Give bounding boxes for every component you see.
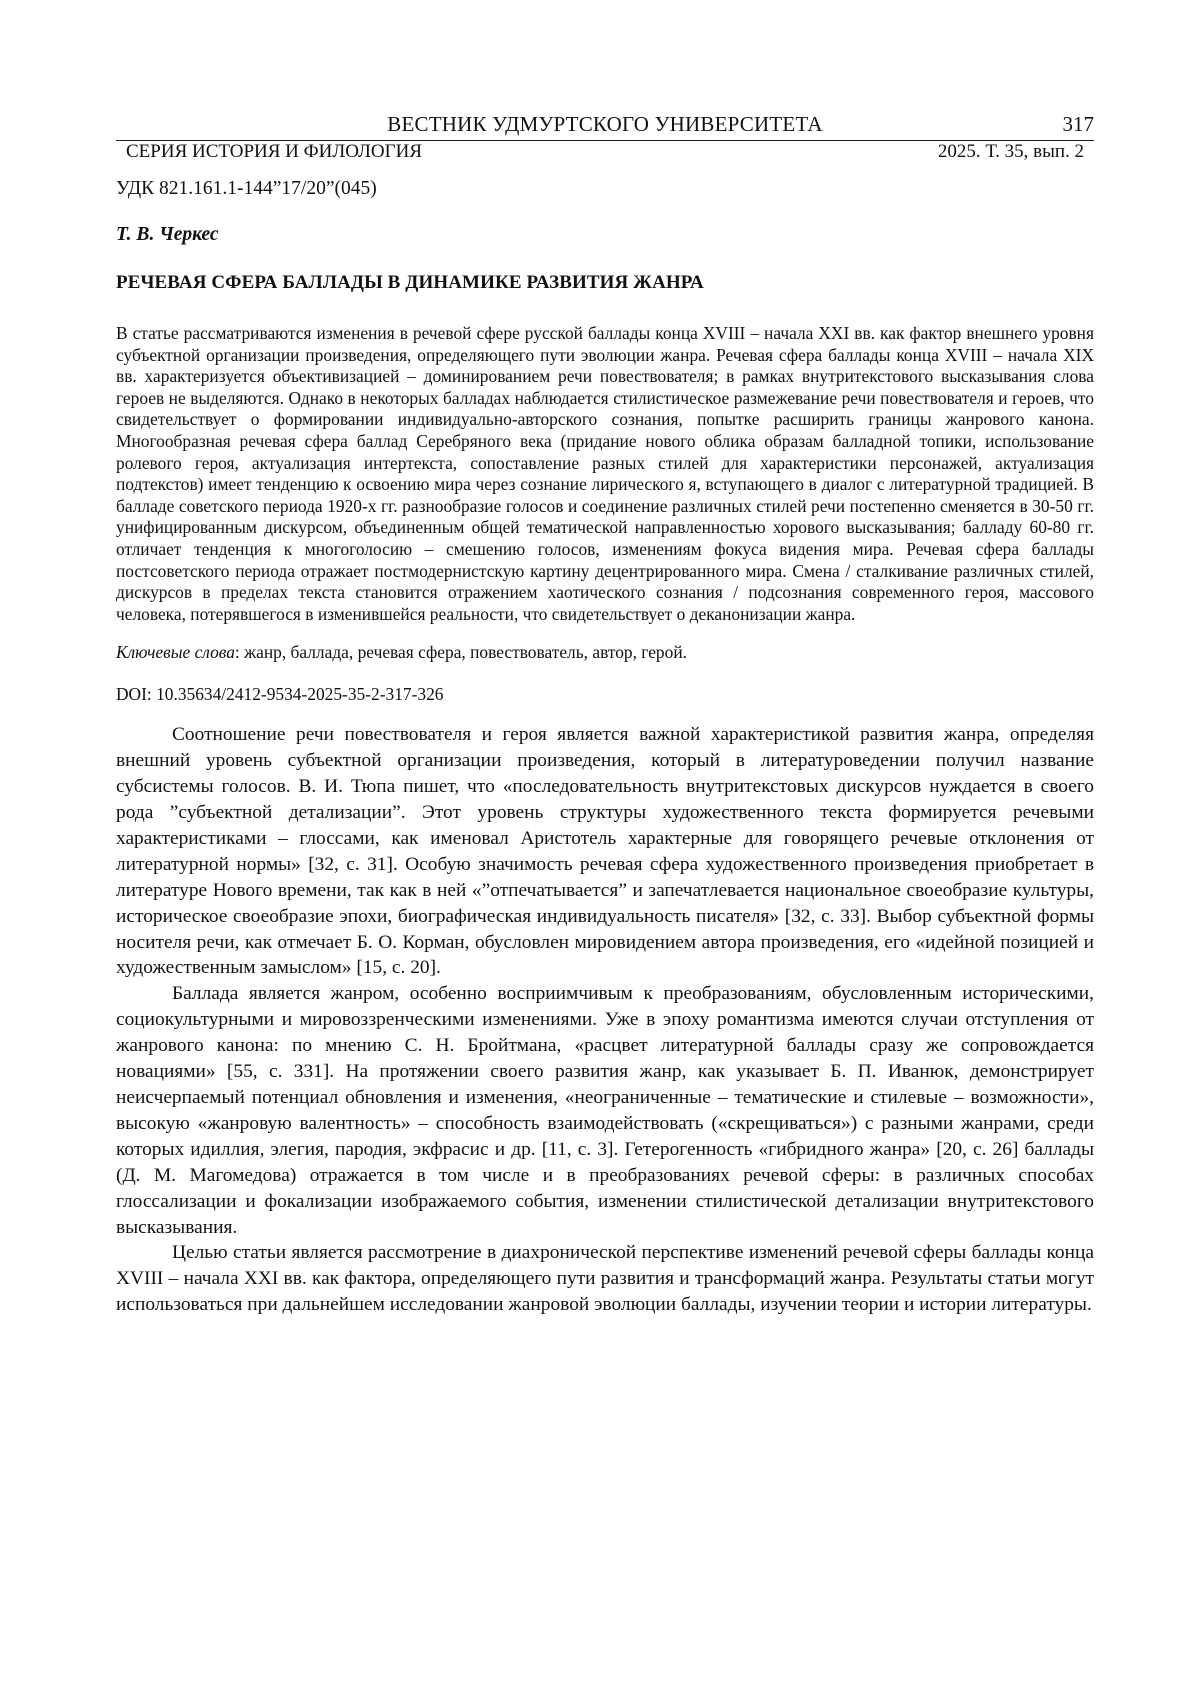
udc-code: УДК 821.161.1-144”17/20”(045) [116, 178, 377, 199]
keywords-list: : жанр, баллада, речевая сфера, повествователь, автор, герой. [234, 642, 687, 663]
body-paragraph: Соотношение речи повествователя и героя является важной характеристикой развития жанра, определяя внешний уровень субъектной организации произведения, который в литературоведении получил название субсистемы голосов. В. И. Тюпа пишет, что «последовательность внутритекстовых дискурсов нуждается в своего рода ”субъектной детализации”. Этот уровень структуры художественного текста формируется речевыми характеристиками – глоссами, как именовал Аристотель характерные для говорящего речевые отклонения от литературной нормы» [32, с. 31]. Особую значимость речевая сфера художественного произведения приобретает в литературе Нового времени, так как в ней «”отпечатывается” и запечатлевается национальное своеобразие культуры, историческое своеобразие эпохи, биографическая индивидуальность писателя» [32, с. 33]. Выбор субъектной формы носителя речи, как отмечает Б. О. Корман, обусловлен мировидением автора произведения, его «идейной позицией и художественным замыслом» [15, с. 20]. [116, 724, 1094, 979]
article-body [116, 722, 1094, 1318]
article-abstract: В статье рассматриваются изменения в речевой сфере русской баллады конца XVIII – начала XXI вв. как фактор внешнего уровня субъектной организации произведения, определяющего пути эволюции жанра. Речевая сфера баллады конца XVIII – начала XIX вв. характеризуется объективизацией – доминированием речи повествователя; в рамках внутритекстового высказывания слова героев не выделяются. Однако в некоторых балладах наблюдается стилистическое размежевание речи повествователя и героев, что свидетельствует о формировании индивидуально-авторского сознания, попытке расширить границы жанрового канона. Многообразная речевая сфера баллад Серебряного века (придание нового облика образам балладной топики, использование ролевого героя, актуализация интертекста, сопоставление разных стилей для характеристики персонажей, актуализация подтекстов) имеет тенденцию к освоению мира через сознание лирического я, вступающего в диалог с литературной традицией. В балладе советского периода 1920-х гг. разнообразие голосов и соединение различных стилей речи постепенно сменяется в 30-50 гг. унифицированным дискурсом, объединенным общей тематической направленностью хорового высказывания; балладу 60-80 гг. отличает тенденция к многоголосию – смешению голосов, изменениям фокуса видения мира. Речевая сфера баллады постсоветского периода отражает постмодернистскую картину децентрированного мира. Смена / сталкивание различных стилей, дискурсов в пределах текста становится отражением хаотического сознания / подсознания современного героя, массового человека, потерявшегося в изменившейся реальности, что свидетельствует о деканонизации жанра. [116, 323, 1094, 624]
body-paragraph: Целью статьи является рассмотрение в диахронической перспективе изменений речевой сферы баллады конца XVIII – начала XXI вв. как фактора, определяющего пути развития и трансформаций жанра. Результаты статьи могут использоваться при дальнейшем исследовании жанровой эволюции баллады, изучении теории и истории литературы. [116, 1242, 1094, 1316]
journal-name: ВЕСТНИК УДМУРТСКОГО УНИВЕРСИТЕТА [387, 112, 823, 136]
running-head [116, 112, 1094, 166]
article-title: РЕЧЕВАЯ СФЕРА БАЛЛАДЫ В ДИНАМИКЕ РАЗВИТИЯ ЖАНРА [116, 272, 704, 293]
journal-page [116, 112, 1094, 1318]
issue-info: 2025. Т. 35, вып. 2 [937, 141, 1084, 162]
article-author: Т. В. Черкес [116, 224, 219, 245]
keywords [116, 642, 1094, 663]
doi: DOI: 10.35634/2412-9534-2025-35-2-317-326 [116, 684, 444, 705]
body-paragraph: Баллада является жанром, особенно восприимчивым к преобразованиям, обусловленным историческими, социокультурными и мировоззренческими изменениями. Уже в эпоху романтизма имеются случаи отступления от жанрового канона: по мнению С. Н. Бройтмана, «расцвет литературной баллады сразу же сопровождается новациями» [55, с. 331]. На протяжении своего развития жанр, как указывает Б. П. Иванюк, демонстрирует неисчерпаемый потенциал обновления и изменения, «неограниченные – тематические и стилевые – возможности», высокую «жанровую валентность» – способность взаимодействовать («скрещиваться») с разными жанрами, среди которых идиллия, элегия, пародия, экфрасис и др. [11, с. 3]. Гетерогенность «гибридного жанра» [20, с. 26] баллады (Д. М. Магомедова) отражается в том числе и в преобразованиях речевой сферы: в различных способах глоссализации и фокализации изображаемого события, изменении стилистической детализации внутритекстового высказывания. [116, 983, 1094, 1238]
keywords-label: Ключевые слова [116, 642, 235, 663]
page-number: 317 [1062, 112, 1094, 136]
journal-series: СЕРИЯ ИСТОРИЯ И ФИЛОЛОГИЯ [126, 141, 423, 162]
